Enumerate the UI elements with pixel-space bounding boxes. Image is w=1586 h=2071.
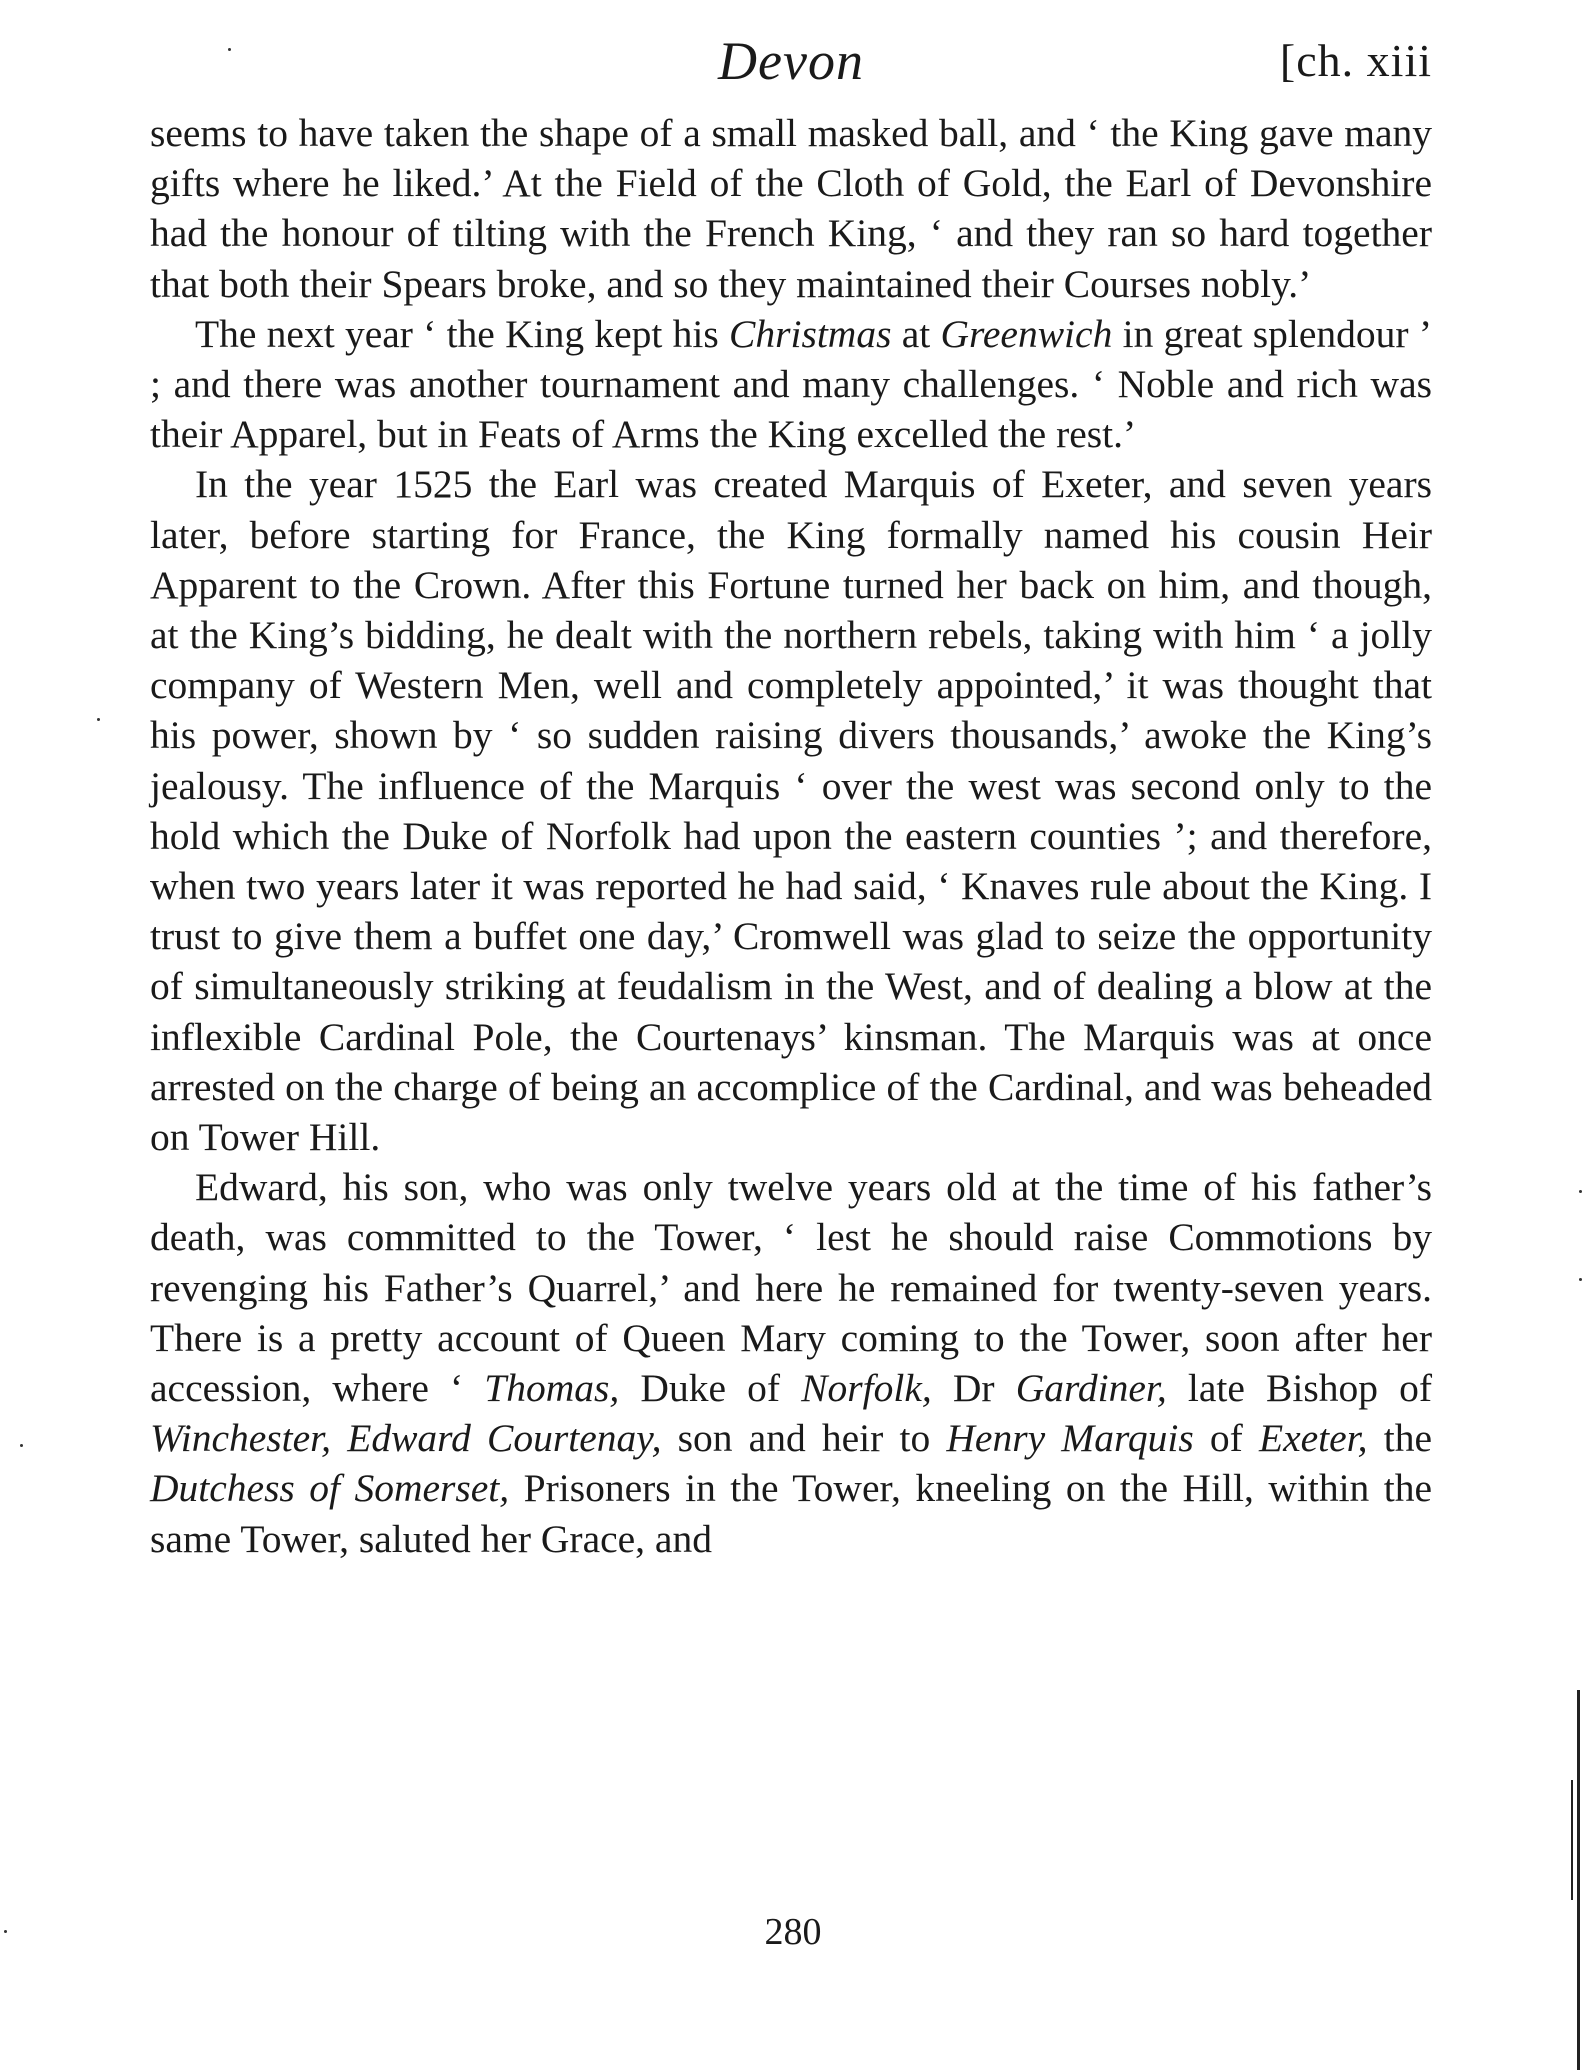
scan-speck	[1579, 1278, 1582, 1281]
text-run: late Bishop of	[1166, 1366, 1433, 1411]
text-run: Duke of	[619, 1366, 802, 1411]
scan-speck	[20, 1444, 23, 1447]
scan-edge-line	[1571, 1780, 1573, 1900]
running-header	[150, 30, 1432, 100]
paragraph	[150, 1162, 1432, 1564]
paragraph	[150, 309, 1432, 460]
text-run: In the year 1525 the Earl was created Marquis of Exeter, and seven years later, before starting for France, the King formally named his cousin Heir Apparent to the Crown. After this Fortune turned her back on him, and though, at the King’s bidding, he dealt with the northern rebels, taking with him ‘ a jolly company of Western Men, well and completely appointed,’ it was thought that his power, shown by ‘ so sudden raising divers thousands,’ awoke the King’s jealousy. The influence of the Marquis ‘ over the west was second only to the hold which the Duke of Norfolk had upon the eastern counties ’; and therefore, when two years later it was reported he had said, ‘ Knaves rule about the King. I trust to give them a buffet one day,’ Cromwell was glad to seize the opportunity of simultaneously striking at feudalism in the West, and of dealing a blow at the inflexible Cardinal Pole, the Courtenays’ kinsman. The Marquis was at once arrested on the charge of being an accomplice of the Cardinal, and was beheaded on Tower Hill.	[150, 462, 1432, 1160]
scan-edge-line	[1577, 1690, 1580, 2070]
italic-text: Greenwich	[940, 311, 1113, 356]
scan-speck	[1579, 1190, 1582, 1193]
text-run: at	[891, 311, 941, 356]
text-run: Dr	[931, 1366, 1016, 1411]
text-run: Prisoners in the Tower, kneeling on the Hill, within the same Tower, saluted her Grace, and	[150, 1466, 1433, 1561]
scan-speck	[228, 48, 231, 51]
paragraph	[150, 108, 1432, 309]
chapter-reference: [ch. xiii	[1279, 35, 1432, 86]
text-run: The next year ‘ the King kept his	[195, 311, 729, 356]
italic-text: Thomas,	[484, 1366, 620, 1411]
scan-speck	[4, 1930, 7, 1933]
italic-text: Christmas	[729, 311, 892, 356]
running-title: Devon	[718, 31, 864, 91]
text-run: seems to have taken the shape of a small masked ball, and ‘ the King gave many gifts where he liked.’ At the Field of the Cloth of Gold, the Earl of Devonshire had the honour of tilting with the French King, ‘ and they ran so hard together that both their Spears broke, and so they maintained their Courses nobly.’	[150, 111, 1432, 306]
scan-speck	[97, 718, 100, 721]
italic-text: Henry Marquis	[946, 1416, 1194, 1461]
italic-text: Winchester, Edward Courtenay,	[150, 1416, 662, 1461]
paragraph	[150, 459, 1432, 1162]
text-run: the	[1367, 1416, 1432, 1461]
text-run: of	[1193, 1416, 1259, 1461]
text-run: in great splendour ’ ; and there was another tournament and many challenges. ‘ Noble and rich was their Apparel, but in Feats of Arms the King excelled the rest.’	[150, 311, 1432, 457]
italic-text: Exeter,	[1258, 1416, 1368, 1461]
text-run: son and heir to	[661, 1416, 947, 1461]
body-text	[150, 108, 1432, 1564]
italic-text: Dutchess of Somerset,	[150, 1466, 510, 1511]
page-number: 280	[764, 1911, 822, 1953]
italic-text: Norfolk,	[801, 1366, 932, 1411]
italic-text: Gardiner,	[1015, 1366, 1167, 1411]
text-run: Edward, his son, who was only twelve years old at the time of his father’s death, was committed to the Tower, ‘ lest he should raise Commotions by revenging his Father’s Quarrel,’ and here he remained for twenty-seven years. There is a pretty account of Queen Mary coming to the Tower, soon after her accession, where ‘	[150, 1165, 1432, 1411]
